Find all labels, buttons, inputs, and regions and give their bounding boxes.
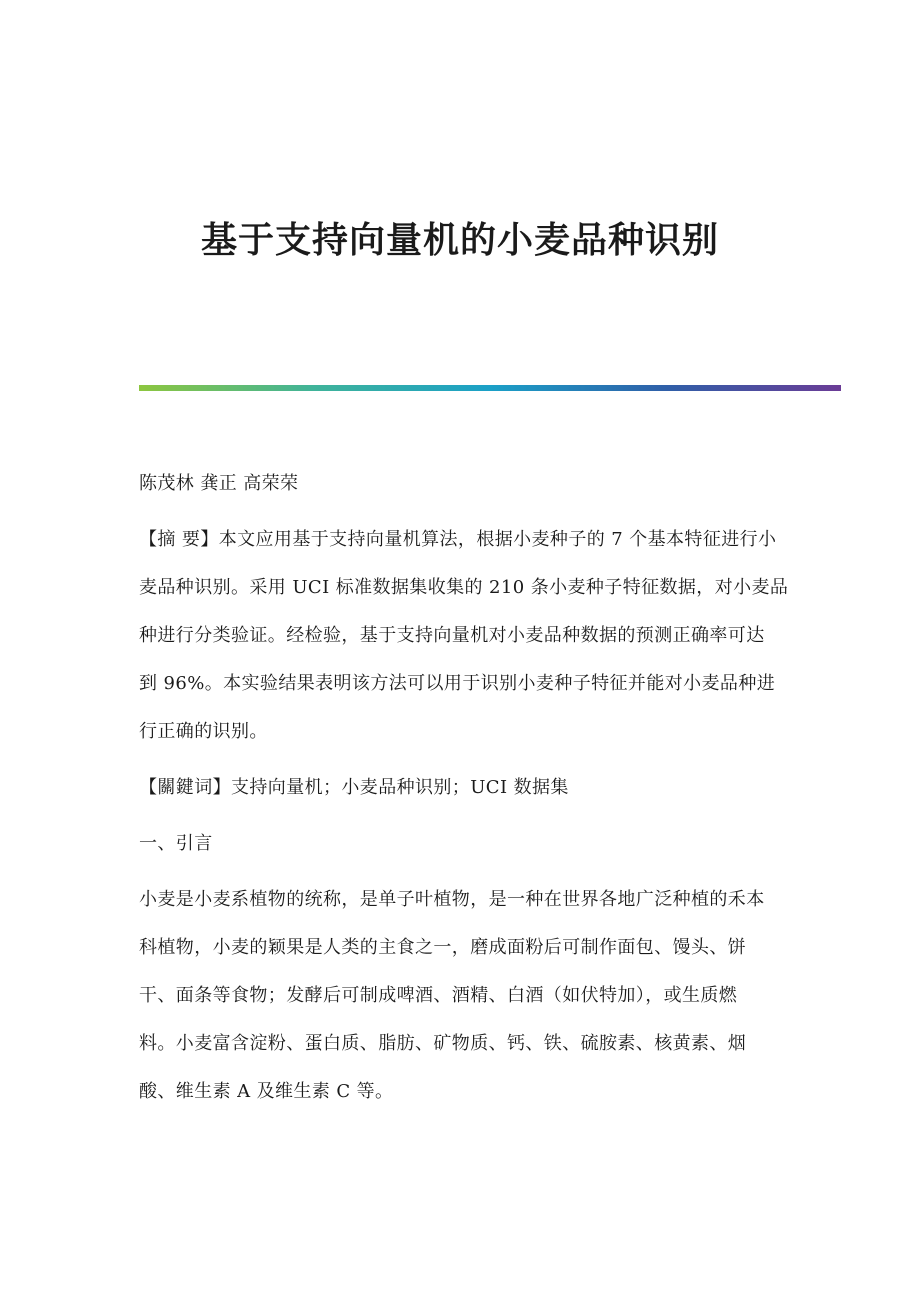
abstract-line: 种进行分类验证。经检验，基于支持向量机对小麦品种数据的预测正确率可达 [139, 625, 765, 646]
intro-paragraph [139, 876, 839, 1116]
keywords: 【關鍵词】支持向量机；小麦品种识别；UCI 数据集 [139, 777, 569, 798]
section-heading: 一、引言 [139, 833, 213, 854]
paper-title: 基于支持向量机的小麦品种识别 [200, 219, 719, 261]
abstract-line: 【摘 要】本文应用基于支持向量机算法，根据小麦种子的 7 个基本特征进行小 [139, 529, 777, 550]
abstract-line: 到 96%。本实验结果表明该方法可以用于识别小麦种子特征并能对小麦品种进 [139, 673, 776, 694]
intro-line: 科植物，小麦的颖果是人类的主食之一，磨成面粉后可制作面包、馒头、饼 [139, 937, 747, 958]
intro-line: 酸、维生素 A 及维生素 C 等。 [139, 1081, 394, 1102]
author-list: 陈茂林 龚正 高荣荣 [139, 473, 299, 494]
abstract [139, 516, 839, 756]
intro-line: 料。小麦富含淀粉、蛋白质、脂肪、矿物质、钙、铁、硫胺素、核黄素、烟 [139, 1033, 747, 1054]
paper-body [139, 460, 839, 1124]
intro-line: 干、面条等食物；发酵后可制成啤酒、酒精、白酒（如伏特加），或生质燃 [139, 985, 738, 1006]
intro-line: 小麦是小麦系植物的统称，是单子叶植物，是一种在世界各地广泛种植的禾本 [139, 889, 765, 910]
title-divider [139, 385, 841, 391]
abstract-line: 麦品种识别。采用 UCI 标准数据集收集的 210 条小麦种子特征数据，对小麦品 [139, 577, 789, 598]
abstract-line: 行正确的识别。 [139, 721, 268, 742]
